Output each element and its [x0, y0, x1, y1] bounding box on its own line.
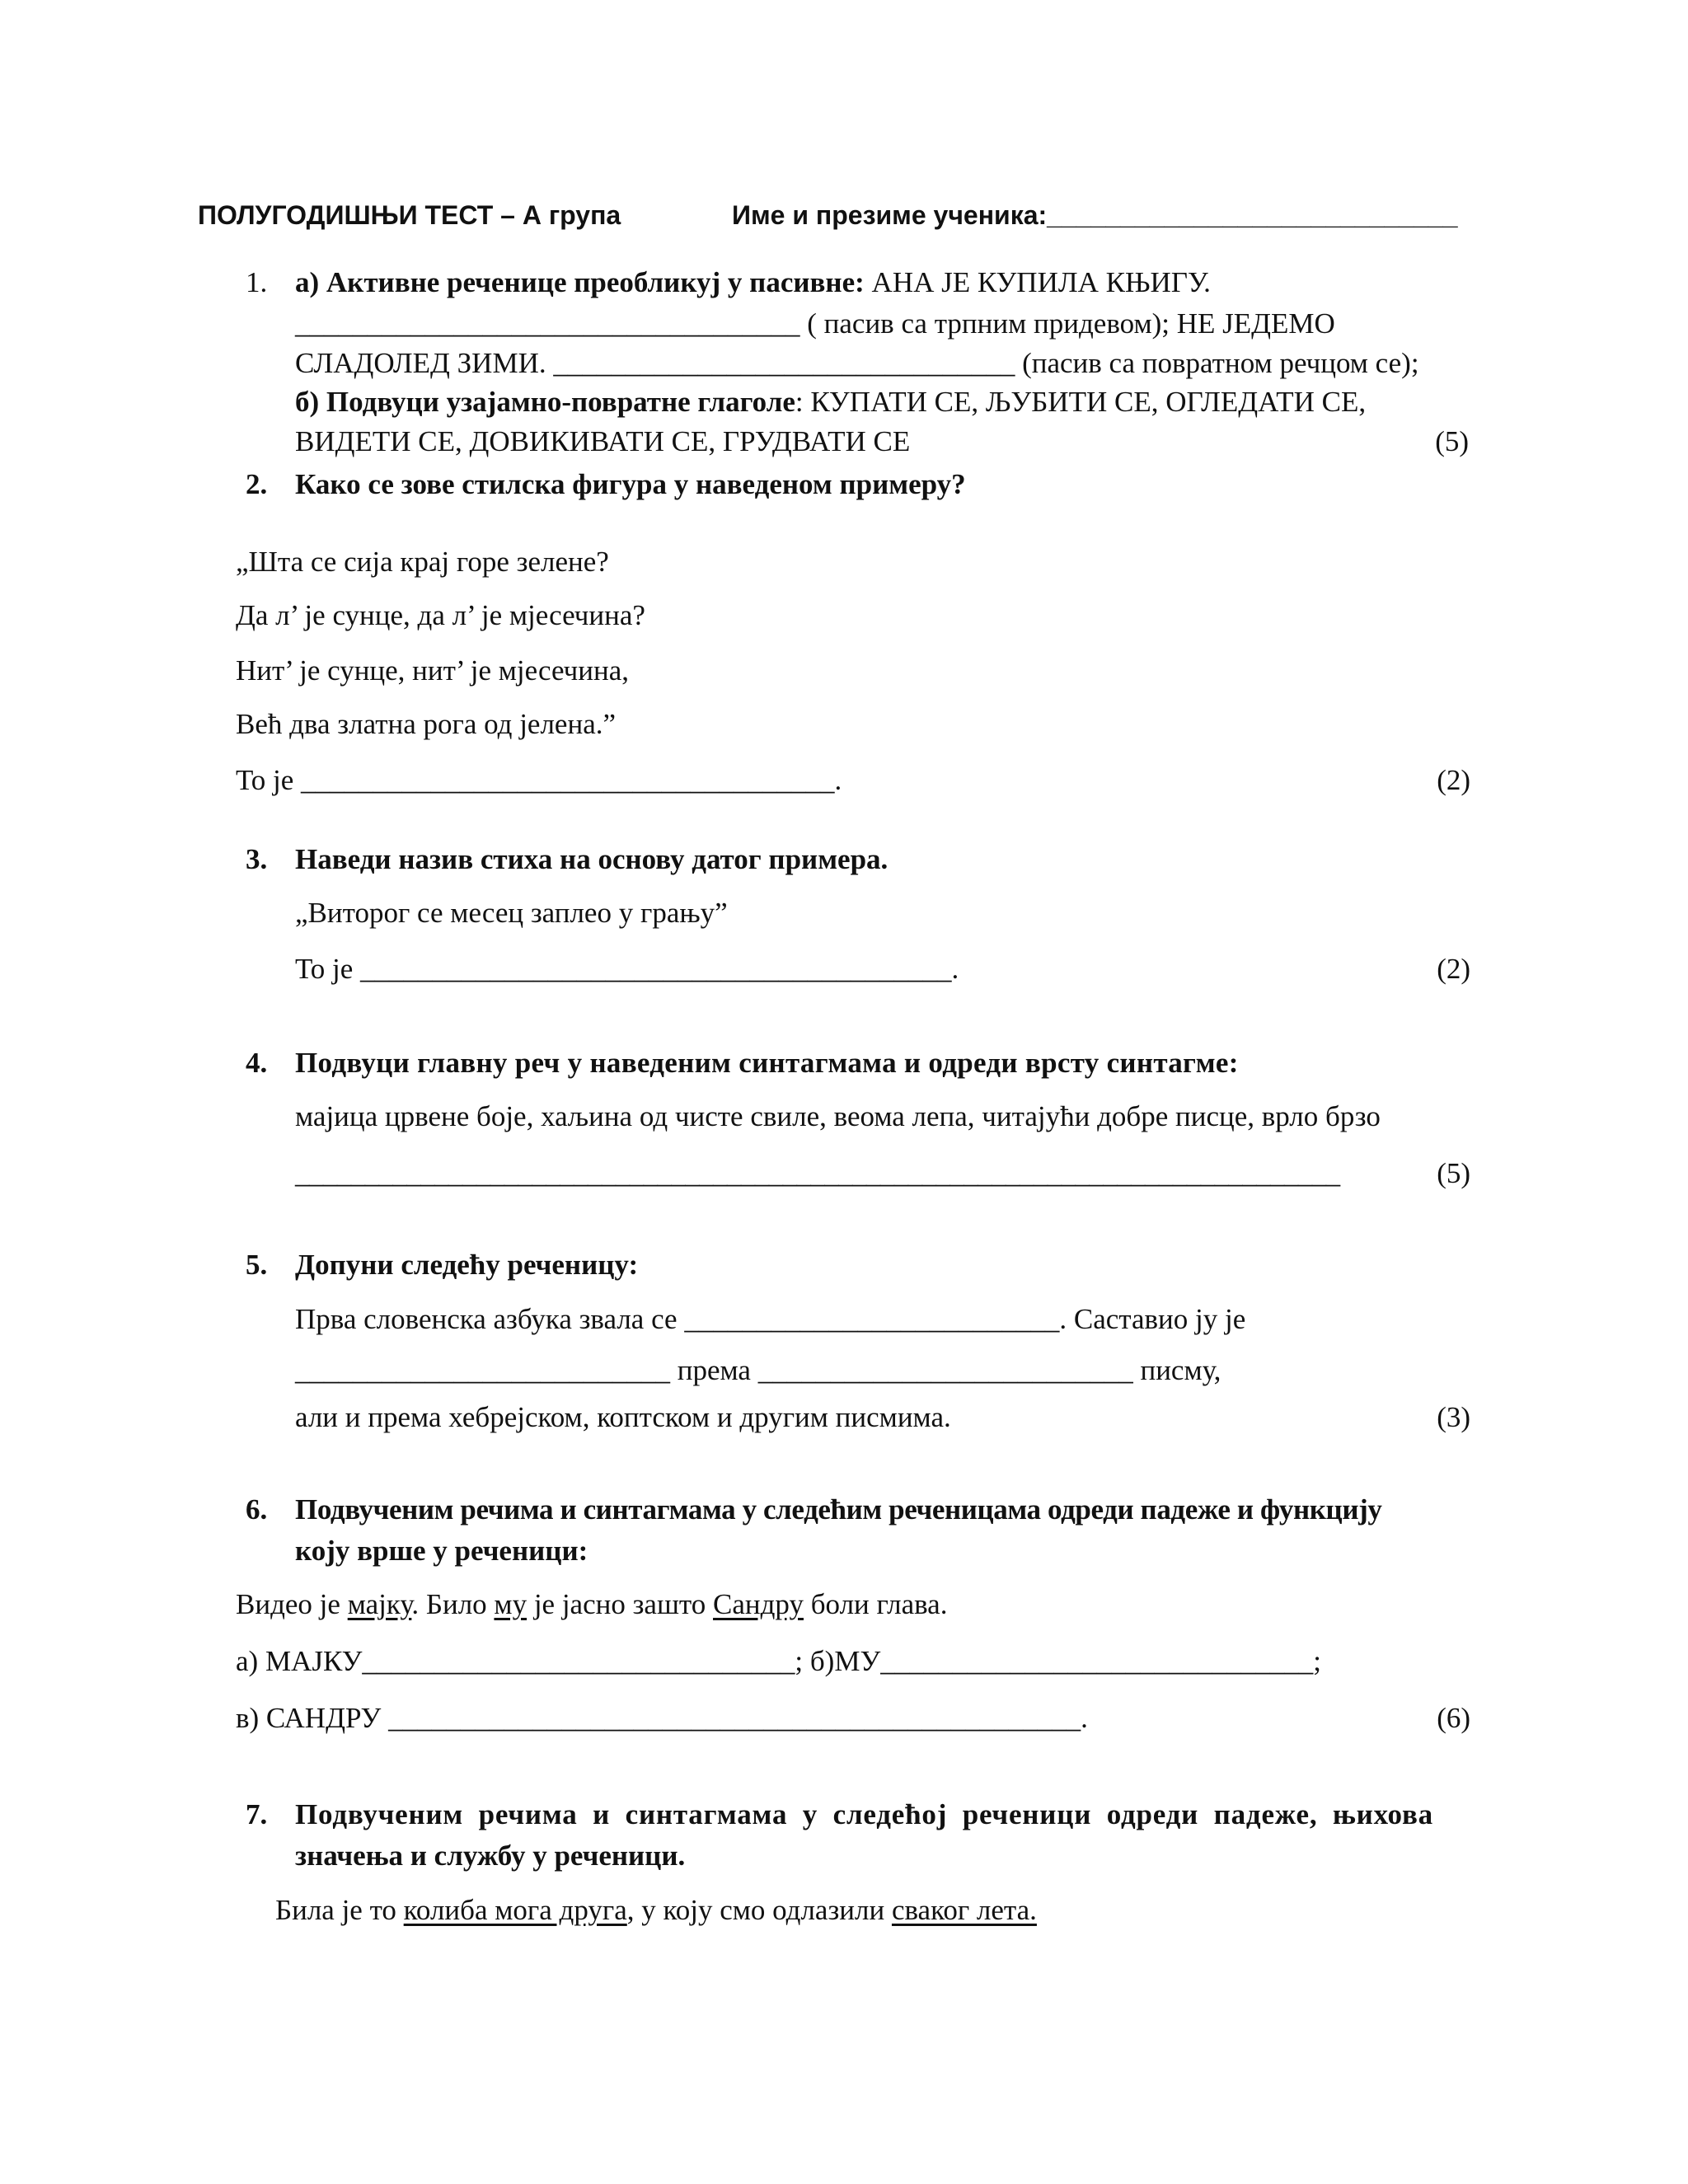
q1-hint-1: ( пасив са трпним придевом); НЕ ЈЕДЕМО [799, 307, 1335, 340]
q6-question-line-2: коју врше у реченици: [295, 1535, 588, 1567]
q5-points: (3) [1437, 1401, 1470, 1433]
q6-underlined-word: Сандру [713, 1588, 804, 1620]
student-name-blank: ____________________________ [1047, 200, 1458, 230]
question-number: 2. [246, 468, 268, 500]
q1-blank-2[interactable]: ________________________________ [553, 347, 1015, 379]
q5-line-1 [295, 1305, 1245, 1333]
question-number: 7. [246, 1798, 268, 1830]
q1-line-3 [295, 349, 1419, 377]
q2-answer-prefix: То је [236, 764, 302, 796]
q1-line3-text: СЛАДОЛЕД ЗИМИ. [295, 347, 554, 379]
q6-underlined-word: му [494, 1588, 528, 1620]
q6-points: (6) [1437, 1702, 1470, 1734]
q1-hint-2: (пасив са повратном речцом се); [1015, 347, 1419, 379]
q1-b-label: б) Подвуци узајамно-повратне глаголе [295, 386, 795, 418]
q2-points: (2) [1437, 764, 1470, 796]
q2-question: Како се зове стилска фигура у наведеном примеру? [295, 468, 966, 500]
q1-a-text: АНА ЈЕ КУПИЛА КЊИГУ. [864, 266, 1211, 298]
question-number: 6. [246, 1493, 268, 1526]
q7-underlined-phrase: сваког лета. [891, 1894, 1037, 1926]
q2-verse-line: Већ два златна рога од јелена.” [236, 708, 617, 740]
q5-question: Допуни следећу реченицу: [295, 1249, 639, 1281]
q6-underlined-word: мајку [347, 1588, 412, 1620]
q7-question-line-2: значења и службу у реченици. [295, 1840, 686, 1872]
student-name-field[interactable] [732, 202, 1457, 228]
q1-points: (5) [1435, 425, 1469, 457]
q2-verse-line: Да л’ је сунце, да л’ је мјесечина? [236, 599, 645, 631]
q5-blank-azbuka[interactable]: __________________________ [684, 1303, 1060, 1335]
q3-points: (2) [1437, 953, 1470, 985]
q6-sentence-part: Видео је [236, 1588, 348, 1620]
q1-line-4 [295, 387, 1366, 416]
question-number: 5. [246, 1249, 268, 1281]
q3-question: Наведи назив стиха на основу датог примера. [295, 843, 889, 875]
q3-answer-blank[interactable]: _________________________________________. [360, 953, 959, 985]
question-number: 3. [246, 843, 268, 875]
q6-sentence-part: . Било [411, 1588, 495, 1620]
q6-semicolon: ; [1313, 1645, 1321, 1677]
q1-b-text: : КУПАТИ СЕ, ЉУБИТИ СЕ, ОГЛЕДАТИ СЕ, [795, 386, 1367, 418]
q6-a-label: а) МАЈКУ [236, 1645, 363, 1677]
q6-sentence [236, 1590, 947, 1619]
q6-c-label: в) САНДРУ [236, 1702, 389, 1734]
q1-a-label: а) Активне реченице преобликуј у пасивне: [295, 266, 865, 298]
q3-answer-line[interactable] [295, 954, 959, 983]
q2-verse-line: Нит’ је сунце, нит’ је мјесечина, [236, 654, 630, 687]
q7-sentence-part: Била је то [275, 1894, 404, 1926]
question-number: 1. [246, 266, 268, 298]
q7-underlined-phrase: колиба мога друга [403, 1894, 627, 1926]
q6-answer-line-c [236, 1704, 1088, 1732]
q6-c-end: . [1081, 1702, 1088, 1734]
q4-points: (5) [1437, 1157, 1470, 1189]
q7-question-line-1: Подвученим речима и синтагмама у следећој реченици одреди падеже, њихова [295, 1798, 1433, 1830]
q5-line-2 [295, 1356, 1221, 1385]
q2-answer-blank[interactable]: _____________________________________. [301, 764, 842, 796]
q7-sentence [275, 1896, 1037, 1924]
q6-answer-line-ab [236, 1647, 1321, 1675]
q5-l2-end: писму, [1132, 1354, 1221, 1386]
q5-l2-mid: према [670, 1354, 758, 1386]
q6-b-label: ; б)МУ [795, 1645, 881, 1677]
q2-answer-line[interactable] [236, 766, 842, 794]
q5-blank-author[interactable]: __________________________ [295, 1354, 670, 1386]
q4-question: Подвуци главну реч у наведеним синтагмама и одреди врсту синтагме: [295, 1047, 1239, 1079]
q6-a-blank[interactable]: ______________________________ [362, 1645, 795, 1677]
q5-line-3: али и према хебрејском, коптском и другим писмима. [295, 1401, 951, 1433]
student-name-label: Име и презиме ученика: [732, 200, 1048, 230]
q3-example: „Виторог се месец заплео у грању” [295, 897, 728, 929]
q6-b-blank[interactable]: ______________________________ [880, 1645, 1314, 1677]
page-title: ПОЛУГОДИШЊИ ТЕСТ – А група [198, 200, 621, 230]
q3-answer-prefix: То је [295, 953, 361, 985]
q7-sentence-part: , у коју смо одлазили [626, 1894, 892, 1926]
q4-text: мајица црвене боје, хаљина од чисте свиле, веома лепа, читајући добре писце, врло брзо [295, 1100, 1381, 1132]
q6-sentence-part: боли глава. [803, 1588, 948, 1620]
question-number: 4. [246, 1047, 268, 1079]
q1-line-1 [295, 268, 1211, 297]
q6-question-line-1: Подвученим речима и синтагмама у следећим реченицама одреди падеже и функцију [295, 1493, 1382, 1526]
q5-l1-text: Прва словенска азбука звала се [295, 1303, 685, 1335]
q1-line-2 [295, 309, 1335, 338]
q6-c-blank[interactable]: ________________________________________________ [388, 1702, 1081, 1734]
q5-blank-script[interactable]: __________________________ [757, 1354, 1133, 1386]
q6-sentence-part: је јасно зашто [527, 1588, 714, 1620]
q1-blank-1[interactable]: ___________________________________ [295, 307, 800, 340]
q2-verse-line: „Шта се сија крај горе зелене? [236, 546, 609, 578]
q1-line-5: ВИДЕТИ СЕ, ДОВИКИВАТИ СЕ, ГРУДВАТИ СЕ [295, 425, 911, 457]
q4-answer-blank[interactable]: ___________________________________________________________________________ [295, 1157, 1340, 1189]
q5-l1-end: . Саставио ју је [1059, 1303, 1246, 1335]
